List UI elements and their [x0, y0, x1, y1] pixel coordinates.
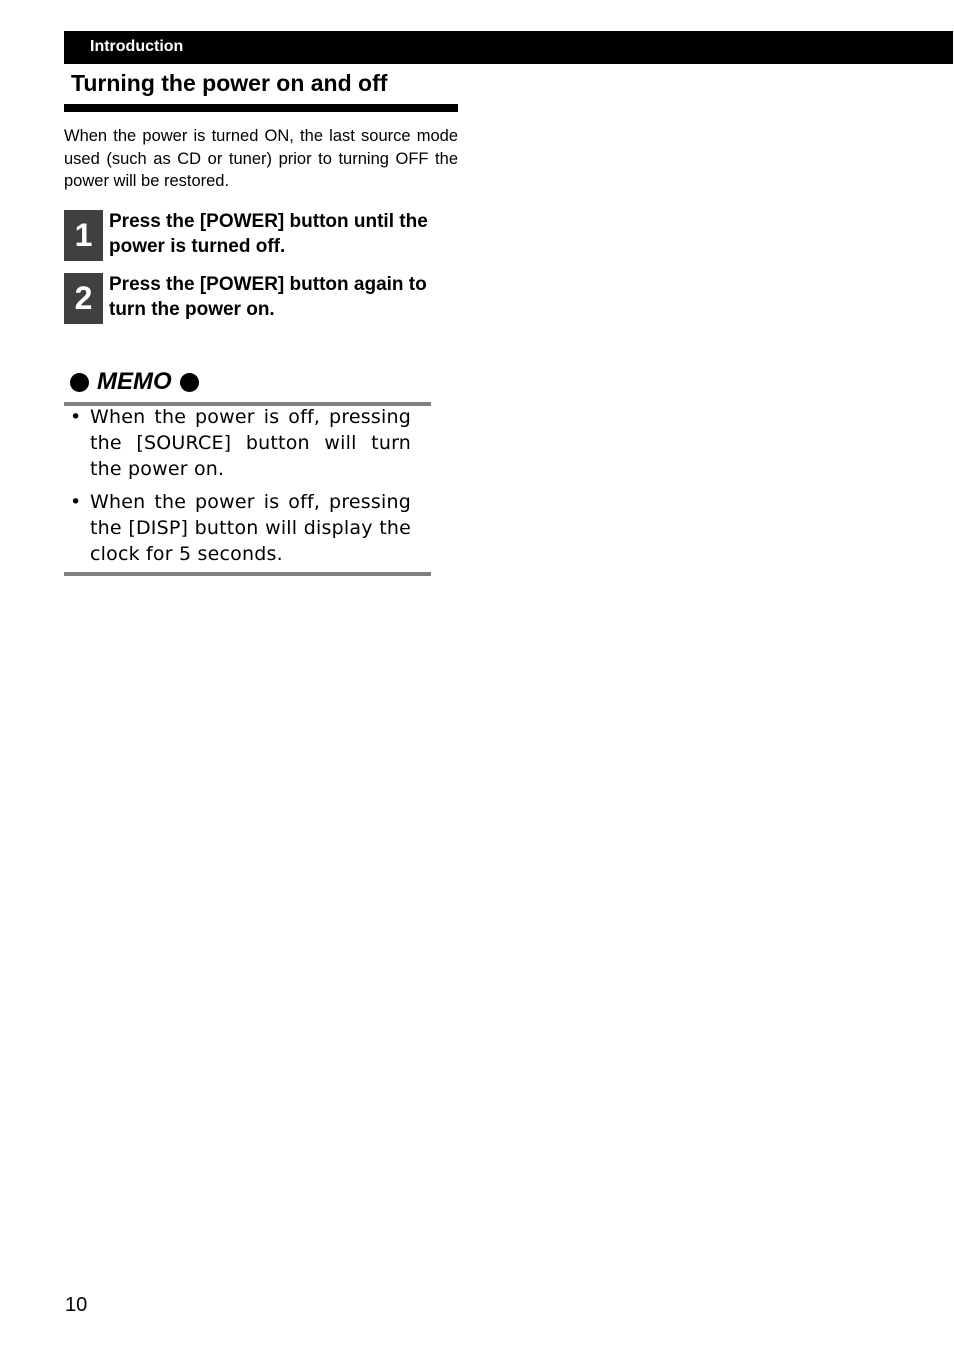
- step-number-badge: 2: [64, 273, 103, 324]
- section-label: Introduction: [90, 38, 184, 55]
- page-number: 10: [65, 1294, 88, 1316]
- section-header-bar: [64, 31, 953, 64]
- filled-circle-icon: [180, 373, 199, 392]
- bullet-marker: •: [70, 406, 82, 428]
- memo-item: [64, 404, 411, 482]
- memo-item-text: When the power is off, pressing the [SOURCE] button will turn the power on.: [90, 406, 411, 480]
- title-underline: [64, 104, 458, 112]
- step-instruction: Press the [POWER] button until the power is turned off.: [109, 211, 428, 257]
- memo-item: [64, 489, 411, 567]
- memo-bottom-rule: [64, 572, 431, 576]
- step-number-badge: 1: [64, 210, 103, 261]
- intro-paragraph: When the power is turned ON, the last source mode used (such as CD or tuner) prior to turning OFF the power will be restored.: [64, 127, 458, 190]
- step-instruction: Press the [POWER] button again to turn the power on.: [109, 274, 427, 320]
- memo-item-text: When the power is off, pressing the [DISP] button will display the clock for 5 seconds.: [90, 491, 411, 565]
- memo-list: [64, 404, 411, 574]
- memo-heading: [70, 367, 199, 397]
- memo-label: MEMO: [97, 368, 172, 395]
- filled-circle-icon: [70, 373, 89, 392]
- page-title: Turning the power on and off: [71, 70, 388, 96]
- bullet-marker: •: [70, 491, 82, 513]
